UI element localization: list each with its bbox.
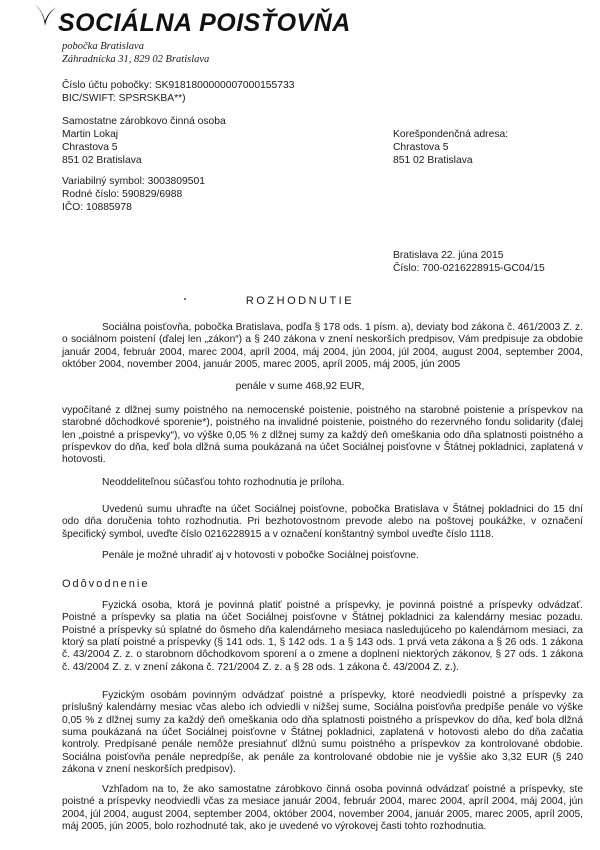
reasoning-paragraph-1: Fyzická osoba, ktorá je povinná platiť poistné a príspevky, je povinná poistné a príspevky odvádzať. Poistné a príspevky sa platia na účet Sociálnej poisťovne v Štátnej pokladnici za kalendárny mesiac pozadu. Poistné a príspevky sú splatné do ôsmeho dňa kalendárneho mesiaca nasledujúceho po kalendárnom mesiaci, za ktorý sa platí poistné a príspevky (§ 141 ods. 1, § 142 ods. 1 a § 143 ods. 1 prvá veta zákona a § 26 ods. 1 zákona č. 43/2004 Z. z. o starobnom dôchodkovom sporení a o zmene a doplnení niektorých zákonov, § 27 ods. 1 zákona č. 43/2004 Z. z. v znení zákona č. 721/2004 Z. z. a § 28 ods. 1 zákona č. 43/2004 Z. z.).: [62, 600, 583, 673]
recipient-street: Chrastova 5: [62, 142, 118, 153]
annex-note: Neoddeliteľnou súčasťou tohto rozhodnutia je príloha.: [102, 477, 345, 488]
place-date: Bratislava 22. júna 2015: [393, 250, 504, 261]
logo-swoosh-icon: [32, 2, 58, 28]
document-title: ROZHODNUTIE: [245, 295, 355, 307]
penalty-amount: penále v sume 468,92 EUR,: [235, 381, 365, 392]
payment-paragraph: Uvedenú sumu uhraďte na účet Sociálnej poisťovne, pobočka Bratislava v Štátnej pokladnici do 15 dní odo dňa doručenia tohto rozhodnutia. Pri bezhotovostnom prevode alebo na poštovej poukážke, v označení špecifický symbol, uveďte číslo 0216228915 a v označení konštantný symbol uveďte číslo 1118.: [62, 504, 583, 540]
correspondence-label: Korešpondenčná adresa:: [393, 129, 509, 140]
recipient-name: Martin Lokaj: [62, 129, 119, 140]
recipient-city: 851 02 Bratislava: [62, 155, 142, 166]
bic-swift: BIC/SWIFT: SPSRSKBA**): [62, 93, 186, 104]
calculation-paragraph: vypočítané z dlžnej sumy poistného na nemocenské poistenie, poistného na starobné poistenie a príspevkov na starobné dôchodkové sporenie*), poistného na invalidné poistenie, poistného do rezervného fondu solidarity (ďalej len „poistné a príspevky“), vo výške 0,05 % z dlžnej sumy za každý deň omeškania odo dňa splatnosti poistného a príspevkov do dňa, keď bola dlžná suma poukázaná na účet Sociálnej poisťovne v Štátnej pokladnici, zaplatená v hotovosti.: [62, 405, 583, 466]
recipient-type: Samostatne zárobkovo činná osoba: [62, 116, 226, 127]
intro-paragraph: Sociálna poisťovňa, pobočka Bratislava, podľa § 178 ods. 1 písm. a), deviaty bod zákona č. 461/2003 Z. z. o sociálnom poistení (ďalej len „zákon“) a § 240 zákona v znení neskorších predpisov, Vám predpisuje za obdobie január 2004, február 2004, marec 2004, apríl 2004, máj 2004, jún 2004, júl 2004, august 2004, september 2004, október 2004, november 2004, január 2005, marec 2005, apríl 2005, máj 2005, jún 2005: [62, 322, 583, 371]
reasoning-paragraph-2: Fyzickým osobám povinným odvádzať poistné a príspevky, ktoré neodviedli poistné a príspevky za príslušný kalendárny mesiac včas alebo ich odviedli v nižšej sume, Sociálna poisťovňa predpíše penále vo výške 0,05 % z dlžnej sumy za každý deň omeškania odo dňa splatnosti poistného a príspevkov do dňa, keď bola dlžná suma poukázaná na účet Sociálnej poisťovne v Štátnej pokladnici, zaplatená v hotovosti alebo do dňa začatia kontroly. Predpísané penále nemôže presiahnuť dlžnú sumu poistného a príspevkov za kontrolované obdobie. Sociálna poisťovňa penále nepredpíše, ak penále za kontrolované obdobie nie je vyššie ako 3,32 EUR (§ 240 zákona v znení neskorších predpisov).: [62, 690, 583, 776]
reasoning-heading: Odôvodnenie: [62, 578, 150, 590]
correspondence-city: 851 02 Bratislava: [393, 155, 473, 166]
branch-name: pobočka Bratislava: [62, 41, 144, 52]
branch-address: Záhradnícka 31, 829 02 Bratislava: [62, 54, 210, 65]
birth-number: Rodné číslo: 590829/6988: [62, 189, 183, 200]
account-number: Číslo účtu pobočky: SK9181800000007000155733: [62, 80, 295, 91]
correspondence-street: Chrastova 5: [393, 142, 449, 153]
ico-number: IČO: 10885978: [62, 202, 132, 213]
cash-note: Penále je možné uhradiť aj v hotovosti v pobočke Sociálnej poisťovne.: [102, 550, 419, 561]
variable-symbol: Variabilný symbol: 3003809501: [62, 176, 205, 187]
reasoning-paragraph-3: Vzhľadom na to, že ako samostatne zárobkovo činná osoba povinná odvádzať poistné a príspevky, ste poistné a príspevky neodviedli včas za mesiace január 2004, február 2004, marec 2004, apríl 2004, máj 2004, jún 2004, júl 2004, august 2004, september 2004, október 2004, november 2004, január 2005, marec 2005, apríl 2005, máj 2005, jún 2005, bolo rozhodnuté tak, ako je uvedené vo výrokovej časti tohto rozhodnutia.: [62, 784, 583, 833]
brand-name: SOCIÁLNA POISŤOVŇA: [58, 9, 351, 37]
document-number: Číslo: 700-0216228915-GC04/15: [393, 263, 545, 274]
